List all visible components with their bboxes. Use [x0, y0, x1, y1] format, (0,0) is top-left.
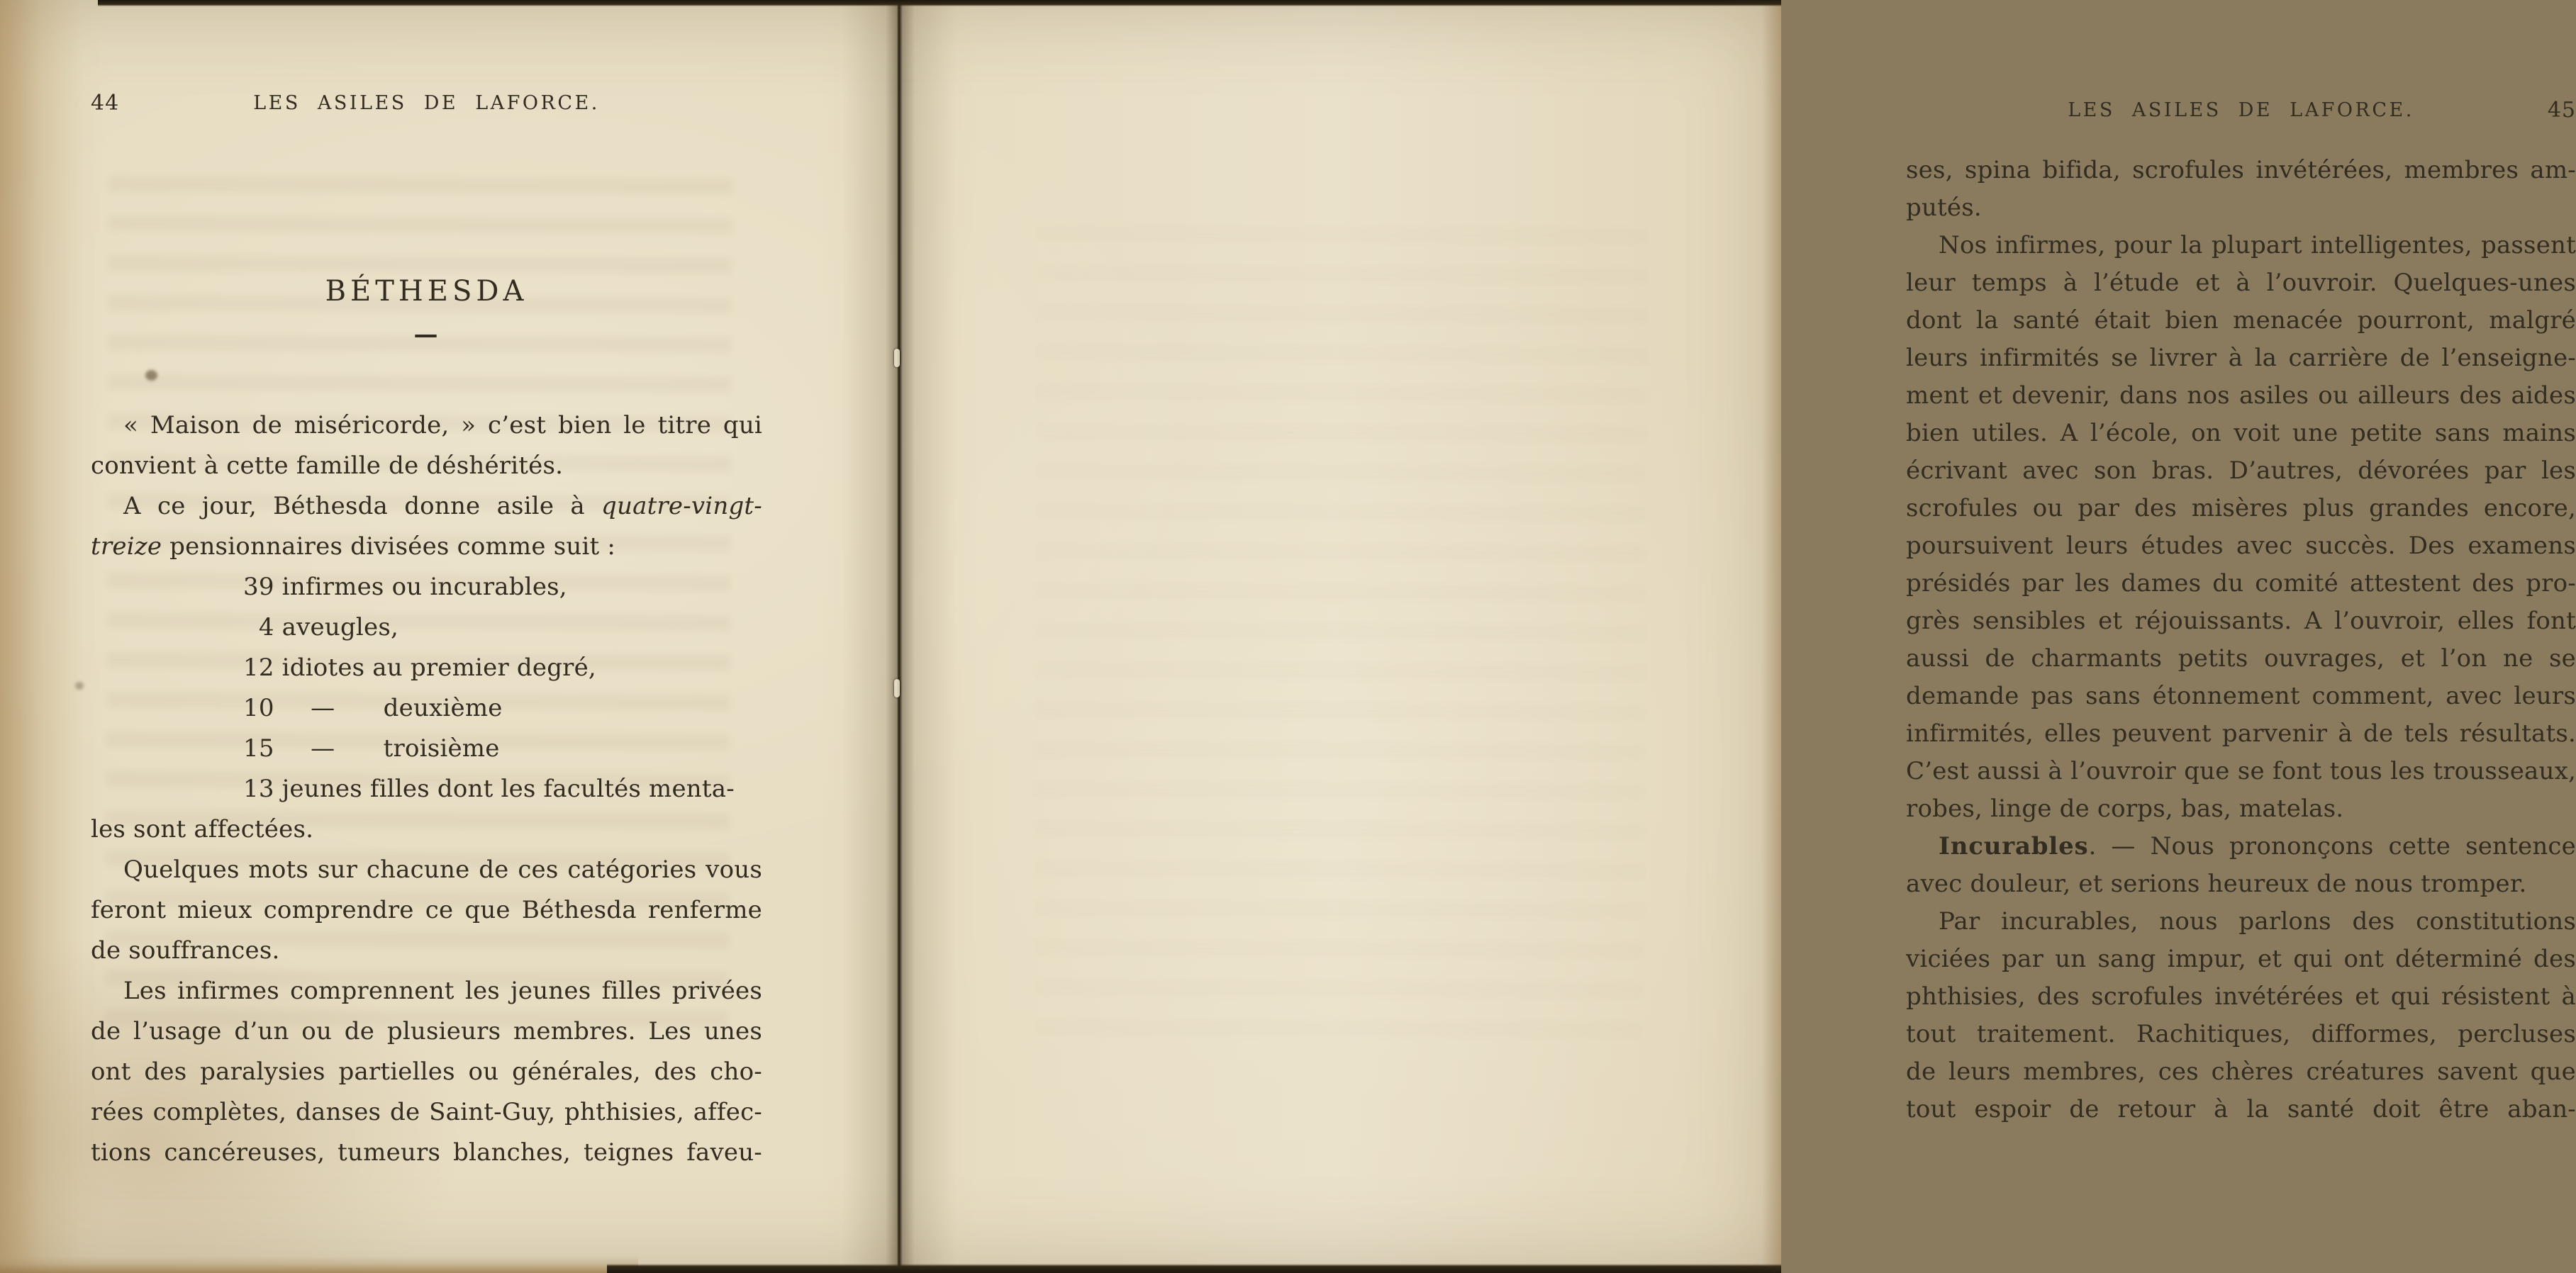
- text-line: de leurs membres, ces chères créatures savent que: [1906, 1058, 2576, 1086]
- text-line: phthisies, des scrofules invétérées et qui résistent à: [1906, 982, 2576, 1011]
- scan-edge-bottom: [607, 1264, 1781, 1273]
- binding-stitch: [894, 679, 900, 697]
- ink-spot: [145, 370, 157, 381]
- text-line: Incurables. — Nous prononçons cette sentence: [1939, 832, 2576, 860]
- text-line: bien utiles. A l’école, on voit une petite sans mains: [1906, 419, 2576, 447]
- text-line: ment et devenir, dans nos asiles ou ailleurs des aides: [1906, 381, 2576, 410]
- page-edge-left: [0, 0, 82, 1273]
- text-line: dont la santé était bien menacée pourront, malgré: [1906, 306, 2576, 335]
- page-left: [0, 0, 897, 1273]
- text-line: poursuivent leurs études avec succès. Des examens: [1906, 532, 2576, 560]
- text-line: les sont affectées.: [91, 815, 314, 843]
- right-page-text: [1906, 152, 2576, 1128]
- binding-stitch: [894, 349, 900, 367]
- book-gutter: [842, 0, 956, 1273]
- text-line: robes, linge de corps, bas, matelas.: [1906, 795, 2344, 823]
- section-title: BÉTHESDA: [325, 275, 528, 308]
- text-line: leur temps à l’étude et à l’ouvroir. Quelques-unes: [1906, 269, 2576, 297]
- page-edge-bottom-left: [0, 1256, 638, 1273]
- text-line: tout espoir de retour à la santé doit être aban-: [1906, 1095, 2576, 1123]
- text-line: 15 — troisième: [243, 734, 500, 763]
- text-line: de souffrances.: [91, 936, 280, 965]
- text-line: présidés par les dames du comité attestent des pro-: [1906, 569, 2576, 598]
- text-line: leurs infirmités se livrer à la carrière de l’enseigne-: [1906, 344, 2576, 372]
- running-header-right: [1906, 99, 2576, 130]
- text-line: C’est aussi à l’ouvroir que se font tous les trousseaux,: [1906, 757, 2576, 785]
- text-line: A ce jour, Béthesda donne asile à quatre-vingt-: [123, 492, 762, 520]
- text-line: rées complètes, danses de Saint-Guy, phthisies, affec-: [91, 1098, 762, 1126]
- page-number-left: 44: [91, 91, 120, 116]
- text-line: Nos infirmes, pour la plupart intelligentes, passent: [1939, 231, 2576, 259]
- text-line: scrofules ou par des misères plus grandes encore,: [1906, 494, 2576, 522]
- text-line: tions cancéreuses, tumeurs blanches, teignes faveu-: [91, 1138, 762, 1167]
- text-line: demande pas sans étonnement comment, avec leurs: [1906, 682, 2576, 710]
- text-line: tout traitement. Rachitiques, difformes, percluses: [1906, 1020, 2576, 1048]
- text-line: de l’usage d’un ou de plusieurs membres. Les unes: [91, 1017, 762, 1045]
- text-line: grès sensibles et réjouissants. A l’ouvroir, elles font: [1906, 607, 2576, 635]
- running-title-left: LES ASILES DE LAFORCE.: [253, 92, 600, 114]
- text-line: convient à cette famille de déshérités.: [91, 452, 564, 480]
- text-line: 13 jeunes filles dont les facultés menta-: [243, 775, 735, 803]
- text-line: feront mieux comprendre ce que Béthesda renferme: [91, 896, 762, 924]
- scan-edge-top: [98, 0, 1781, 6]
- text-line: avec douleur, et serions heureux de nous tromper.: [1906, 870, 2527, 898]
- text-line: ont des paralysies partielles ou générales, des cho-: [91, 1058, 762, 1086]
- text-line: « Maison de miséricorde, » c’est bien le titre qui: [123, 411, 762, 439]
- text-line: ses, spina bifida, scrofules invétérées, membres am-: [1906, 156, 2576, 184]
- page-number-right: 45: [2547, 98, 2576, 123]
- text-line: treize pensionnaires divisées comme suit :: [91, 532, 616, 561]
- text-line: 12 idiotes au premier degré,: [243, 654, 596, 682]
- left-page-text: [91, 405, 762, 1173]
- text-line: aussi de charmants petits ouvrages, et l’on ne se: [1906, 644, 2576, 673]
- text-line: 10 — deuxième: [243, 694, 503, 722]
- text-line: infirmités, elles peuvent parvenir à de tels résultats.: [1906, 719, 2576, 748]
- page-edge-right: [1761, 0, 1781, 1273]
- running-header-left: [91, 92, 762, 123]
- text-line: viciées par un sang impur, et qui ont déterminé des: [1906, 945, 2576, 973]
- text-line: 39 infirmes ou incurables,: [243, 573, 567, 601]
- section-divider: —: [413, 320, 440, 349]
- text-line: Par incurables, nous parlons des constitutions: [1939, 907, 2576, 936]
- text-line: 4 aveugles,: [243, 613, 398, 641]
- page-right: [901, 0, 2576, 1273]
- text-line: putés.: [1906, 194, 1982, 222]
- running-title-right: LES ASILES DE LAFORCE.: [2068, 99, 2414, 121]
- text-line: Quelques mots sur chacune de ces catégories vous: [123, 856, 762, 884]
- text-line: Les infirmes comprennent les jeunes filles privées: [123, 977, 762, 1005]
- text-line: écrivant avec son bras. D’autres, dévorées par les: [1906, 456, 2576, 485]
